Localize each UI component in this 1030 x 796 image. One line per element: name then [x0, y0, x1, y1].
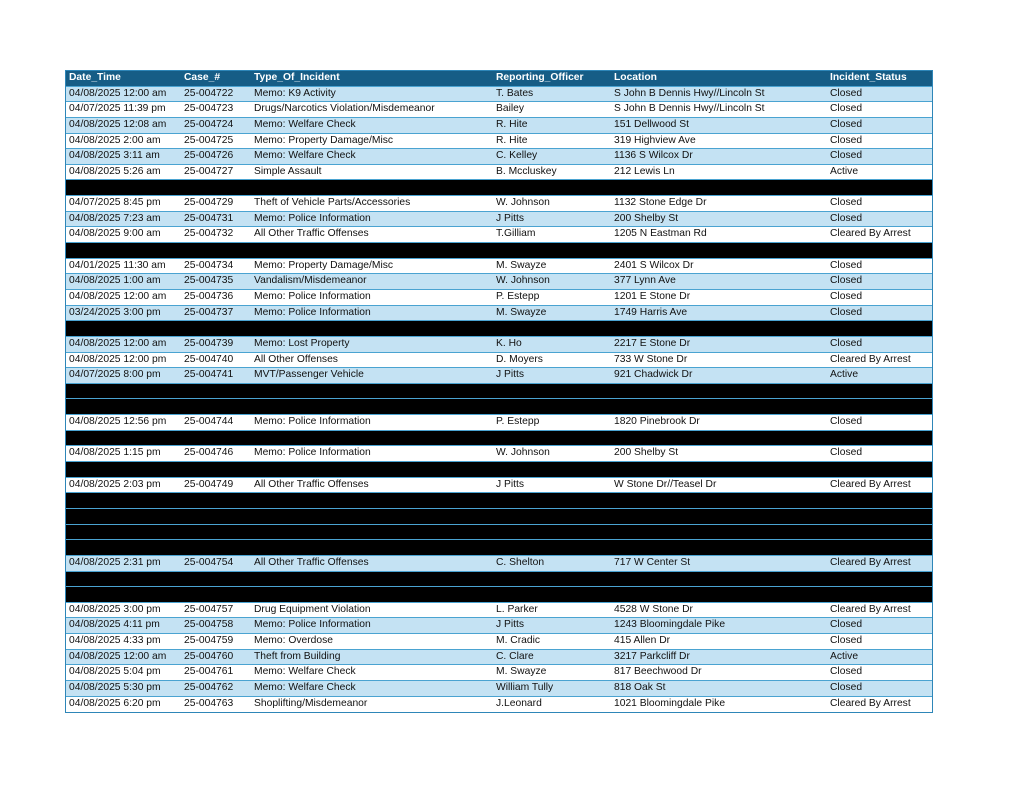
cell-location: 1243 Bloomingdale Pike — [614, 619, 726, 631]
cell-type-of-incident: Theft from Building — [254, 650, 341, 662]
cell-type-of-incident: MVT/Passenger Vehicle — [254, 369, 364, 381]
cell-reporting-officer: M. Swayze — [496, 666, 547, 678]
table-row — [66, 556, 932, 572]
cell-incident-status: Closed — [830, 416, 863, 428]
table-row — [66, 212, 932, 228]
redacted-row — [66, 243, 932, 259]
cell-type-of-incident: All Other Traffic Offenses — [254, 556, 369, 568]
cell-date-time: 04/08/2025 12:00 am — [69, 337, 167, 349]
cell-case-number: 25-004761 — [184, 666, 234, 678]
cell-incident-status: Closed — [830, 619, 863, 631]
cell-date-time: 04/08/2025 12:56 pm — [69, 416, 167, 428]
table-row — [66, 306, 932, 322]
cell-reporting-officer: P. Estepp — [496, 416, 540, 428]
cell-reporting-officer: M. Cradic — [496, 635, 541, 647]
cell-location: 415 Allen Dr — [614, 635, 671, 647]
table-row — [66, 665, 932, 681]
cell-date-time: 04/08/2025 5:30 pm — [69, 681, 161, 693]
cell-date-time: 04/01/2025 11:30 am — [69, 259, 166, 271]
cell-case-number: 25-004739 — [184, 337, 234, 349]
redacted-row — [66, 321, 932, 337]
cell-location: 1201 E Stone Dr — [614, 290, 691, 302]
table-row — [66, 134, 932, 150]
cell-incident-status: Closed — [830, 259, 863, 271]
cell-type-of-incident: All Other Offenses — [254, 353, 338, 365]
header-date-time: Date_Time — [69, 72, 121, 83]
redacted-row — [66, 462, 932, 478]
cell-reporting-officer: W. Johnson — [496, 447, 550, 459]
cell-case-number: 25-004763 — [184, 697, 234, 709]
cell-reporting-officer: R. Hite — [496, 118, 528, 130]
table-row — [66, 353, 932, 369]
redacted-row — [66, 493, 932, 509]
cell-location: 921 Chadwick Dr — [614, 369, 693, 381]
redacted-row — [66, 180, 932, 196]
cell-case-number: 25-004734 — [184, 259, 234, 271]
cell-location: 200 Shelby St — [614, 447, 679, 459]
table-row — [66, 149, 932, 165]
cell-case-number: 25-004729 — [184, 197, 234, 209]
cell-type-of-incident: Simple Assault — [254, 165, 322, 177]
cell-case-number: 25-004759 — [184, 635, 234, 647]
cell-case-number: 25-004726 — [184, 150, 234, 162]
cell-case-number: 25-004749 — [184, 478, 234, 490]
cell-reporting-officer: C. Shelton — [496, 556, 545, 568]
cell-reporting-officer: K. Ho — [496, 337, 522, 349]
cell-reporting-officer: Bailey — [496, 103, 525, 115]
cell-date-time: 04/08/2025 12:00 am — [69, 650, 167, 662]
table-header-row — [66, 71, 932, 87]
redacted-row — [66, 540, 932, 556]
table-row — [66, 118, 932, 134]
cell-case-number: 25-004746 — [184, 447, 234, 459]
cell-type-of-incident: Memo: Police Information — [254, 212, 371, 224]
cell-reporting-officer: W. Johnson — [496, 275, 550, 287]
cell-date-time: 04/07/2025 8:45 pm — [69, 197, 161, 209]
cell-type-of-incident: Memo: Police Information — [254, 416, 371, 428]
cell-date-time: 04/08/2025 3:00 pm — [69, 603, 161, 615]
cell-location: 2217 E Stone Dr — [614, 337, 691, 349]
cell-location: 212 Lewis Ln — [614, 165, 675, 177]
cell-reporting-officer: J Pitts — [496, 619, 525, 631]
cell-type-of-incident: Memo: Police Information — [254, 619, 371, 631]
cell-case-number: 25-004727 — [184, 165, 234, 177]
cell-date-time: 04/07/2025 11:39 pm — [69, 103, 166, 115]
cell-case-number: 25-004722 — [184, 87, 234, 99]
cell-incident-status: Closed — [830, 290, 863, 302]
cell-date-time: 03/24/2025 3:00 pm — [69, 306, 161, 318]
cell-reporting-officer: J Pitts — [496, 212, 525, 224]
table-row — [66, 102, 932, 118]
cell-location: W Stone Dr//Teasel Dr — [614, 478, 717, 490]
cell-incident-status: Cleared By Arrest — [830, 697, 911, 709]
cell-type-of-incident: Memo: Overdose — [254, 635, 333, 647]
cell-location: 1820 Pinebrook Dr — [614, 416, 700, 428]
cell-location: 377 Lynn Ave — [614, 275, 676, 287]
cell-reporting-officer: C. Clare — [496, 650, 534, 662]
cell-date-time: 04/08/2025 5:26 am — [69, 165, 161, 177]
cell-case-number: 25-004744 — [184, 416, 234, 428]
cell-location: 1205 N Eastman Rd — [614, 228, 707, 240]
cell-type-of-incident: Shoplifting/Misdemeanor — [254, 697, 368, 709]
cell-location: S John B Dennis Hwy//Lincoln St — [614, 87, 765, 99]
cell-case-number: 25-004737 — [184, 306, 234, 318]
table-body — [66, 87, 932, 713]
cell-date-time: 04/08/2025 9:00 am — [69, 228, 161, 240]
cell-location: 733 W Stone Dr — [614, 353, 688, 365]
cell-incident-status: Closed — [830, 103, 863, 115]
cell-type-of-incident: Memo: Welfare Check — [254, 118, 356, 130]
cell-reporting-officer: T.Gilliam — [496, 228, 536, 240]
redacted-row — [66, 587, 932, 603]
cell-incident-status: Closed — [830, 118, 863, 130]
cell-incident-status: Active — [830, 165, 859, 177]
redacted-row — [66, 431, 932, 447]
cell-date-time: 04/08/2025 5:04 pm — [69, 666, 161, 678]
cell-location: 817 Beechwood Dr — [614, 666, 702, 678]
cell-incident-status: Closed — [830, 337, 863, 349]
cell-case-number: 25-004760 — [184, 650, 234, 662]
cell-location: 1021 Bloomingdale Pike — [614, 697, 726, 709]
table-row — [66, 290, 932, 306]
header-reporting-officer: Reporting_Officer — [496, 72, 584, 83]
cell-date-time: 04/08/2025 6:20 pm — [69, 697, 161, 709]
cell-incident-status: Cleared By Arrest — [830, 556, 911, 568]
table-row — [66, 274, 932, 290]
incident-log-table — [65, 70, 933, 713]
cell-incident-status: Closed — [830, 666, 863, 678]
cell-location: 151 Dellwood St — [614, 118, 689, 130]
header-type-of-incident: Type_Of_Incident — [254, 72, 340, 83]
table-row — [66, 227, 932, 243]
cell-case-number: 25-004731 — [184, 212, 234, 224]
cell-incident-status: Active — [830, 369, 859, 381]
cell-reporting-officer: L. Parker — [496, 603, 538, 615]
cell-date-time: 04/08/2025 2:31 pm — [69, 556, 161, 568]
table-row — [66, 259, 932, 275]
cell-incident-status: Cleared By Arrest — [830, 478, 911, 490]
redacted-row — [66, 384, 932, 400]
cell-case-number: 25-004723 — [184, 103, 234, 115]
cell-case-number: 25-004732 — [184, 228, 234, 240]
cell-incident-status: Closed — [830, 197, 863, 209]
cell-reporting-officer: B. Mccluskey — [496, 165, 557, 177]
cell-date-time: 04/07/2025 8:00 pm — [69, 369, 161, 381]
cell-case-number: 25-004758 — [184, 619, 234, 631]
cell-type-of-incident: Theft of Vehicle Parts/Accessories — [254, 197, 411, 209]
cell-incident-status: Closed — [830, 635, 863, 647]
cell-date-time: 04/08/2025 12:00 am — [69, 290, 167, 302]
cell-type-of-incident: Vandalism/Misdemeanor — [254, 275, 367, 287]
cell-incident-status: Cleared By Arrest — [830, 228, 911, 240]
cell-reporting-officer: D. Moyers — [496, 353, 543, 365]
cell-type-of-incident: Memo: Police Information — [254, 447, 371, 459]
table-row — [66, 368, 932, 384]
cell-location: 1136 S Wilcox Dr — [614, 150, 693, 162]
cell-type-of-incident: Memo: Welfare Check — [254, 666, 356, 678]
cell-type-of-incident: Memo: Welfare Check — [254, 150, 356, 162]
cell-type-of-incident: Drugs/Narcotics Violation/Misdemeanor — [254, 103, 435, 115]
header-location: Location — [614, 72, 657, 83]
redacted-row — [66, 525, 932, 541]
cell-incident-status: Closed — [830, 134, 863, 146]
cell-reporting-officer: J Pitts — [496, 369, 525, 381]
cell-reporting-officer: W. Johnson — [496, 197, 550, 209]
cell-case-number: 25-004741 — [184, 369, 234, 381]
cell-location: S John B Dennis Hwy//Lincoln St — [614, 103, 765, 115]
cell-incident-status: Closed — [830, 212, 863, 224]
cell-case-number: 25-004757 — [184, 603, 234, 615]
cell-reporting-officer: C. Kelley — [496, 150, 538, 162]
cell-incident-status: Cleared By Arrest — [830, 353, 911, 365]
cell-case-number: 25-004762 — [184, 681, 234, 693]
table-row — [66, 634, 932, 650]
table-row — [66, 603, 932, 619]
cell-incident-status: Cleared By Arrest — [830, 603, 911, 615]
table-row — [66, 650, 932, 666]
table-row — [66, 446, 932, 462]
cell-case-number: 25-004736 — [184, 290, 234, 302]
cell-date-time: 04/08/2025 2:03 pm — [69, 478, 161, 490]
cell-location: 319 Highview Ave — [614, 134, 696, 146]
cell-reporting-officer: J Pitts — [496, 478, 525, 490]
cell-reporting-officer: M. Swayze — [496, 259, 547, 271]
cell-type-of-incident: Memo: Property Damage/Misc — [254, 134, 394, 146]
cell-type-of-incident: All Other Traffic Offenses — [254, 478, 369, 490]
cell-date-time: 04/08/2025 4:33 pm — [69, 635, 161, 647]
cell-type-of-incident: All Other Traffic Offenses — [254, 228, 369, 240]
cell-case-number: 25-004740 — [184, 353, 234, 365]
cell-type-of-incident: Drug Equipment Violation — [254, 603, 371, 615]
cell-incident-status: Closed — [830, 150, 863, 162]
cell-type-of-incident: Memo: K9 Activity — [254, 87, 336, 99]
cell-date-time: 04/08/2025 1:15 pm — [69, 447, 161, 459]
header-incident-status: Incident_Status — [830, 72, 907, 83]
cell-date-time: 04/08/2025 3:11 am — [69, 150, 160, 162]
cell-location: 818 Oak St — [614, 681, 666, 693]
cell-incident-status: Closed — [830, 87, 863, 99]
cell-case-number: 25-004724 — [184, 118, 234, 130]
cell-case-number: 25-004725 — [184, 134, 234, 146]
cell-case-number: 25-004735 — [184, 275, 234, 287]
cell-type-of-incident: Memo: Property Damage/Misc — [254, 259, 394, 271]
cell-type-of-incident: Memo: Police Information — [254, 306, 371, 318]
header-case-number: Case_# — [184, 72, 221, 83]
cell-location: 717 W Center St — [614, 556, 691, 568]
cell-reporting-officer: R. Hite — [496, 134, 528, 146]
cell-reporting-officer: T. Bates — [496, 87, 534, 99]
cell-type-of-incident: Memo: Lost Property — [254, 337, 350, 349]
cell-case-number: 25-004754 — [184, 556, 234, 568]
table-row — [66, 681, 932, 697]
cell-incident-status: Active — [830, 650, 859, 662]
cell-date-time: 04/08/2025 12:00 pm — [69, 353, 167, 365]
cell-type-of-incident: Memo: Welfare Check — [254, 681, 356, 693]
cell-incident-status: Closed — [830, 681, 863, 693]
redacted-row — [66, 509, 932, 525]
cell-type-of-incident: Memo: Police Information — [254, 290, 371, 302]
redacted-row — [66, 572, 932, 588]
cell-location: 200 Shelby St — [614, 212, 679, 224]
table-row — [66, 87, 932, 103]
cell-location: 1749 Harris Ave — [614, 306, 688, 318]
cell-reporting-officer: P. Estepp — [496, 290, 540, 302]
cell-location: 1132 Stone Edge Dr — [614, 197, 707, 209]
cell-reporting-officer: M. Swayze — [496, 306, 547, 318]
cell-location: 3217 Parkcliff Dr — [614, 650, 690, 662]
cell-location: 4528 W Stone Dr — [614, 603, 693, 615]
table-row — [66, 337, 932, 353]
redacted-row — [66, 399, 932, 415]
cell-date-time: 04/08/2025 7:23 am — [69, 212, 161, 224]
cell-location: 2401 S Wilcox Dr — [614, 259, 694, 271]
table-row — [66, 415, 932, 431]
table-row — [66, 618, 932, 634]
table-row — [66, 697, 932, 713]
cell-date-time: 04/08/2025 12:08 am — [69, 118, 167, 130]
cell-date-time: 04/08/2025 12:00 am — [69, 87, 167, 99]
table-row — [66, 478, 932, 494]
cell-reporting-officer: William Tully — [496, 681, 554, 693]
cell-reporting-officer: J.Leonard — [496, 697, 542, 709]
cell-incident-status: Closed — [830, 306, 863, 318]
table-row — [66, 165, 932, 181]
cell-date-time: 04/08/2025 2:00 am — [69, 134, 161, 146]
cell-incident-status: Closed — [830, 447, 863, 459]
cell-date-time: 04/08/2025 1:00 am — [69, 275, 161, 287]
table-row — [66, 196, 932, 212]
cell-date-time: 04/08/2025 4:11 pm — [69, 619, 160, 631]
cell-incident-status: Closed — [830, 275, 863, 287]
